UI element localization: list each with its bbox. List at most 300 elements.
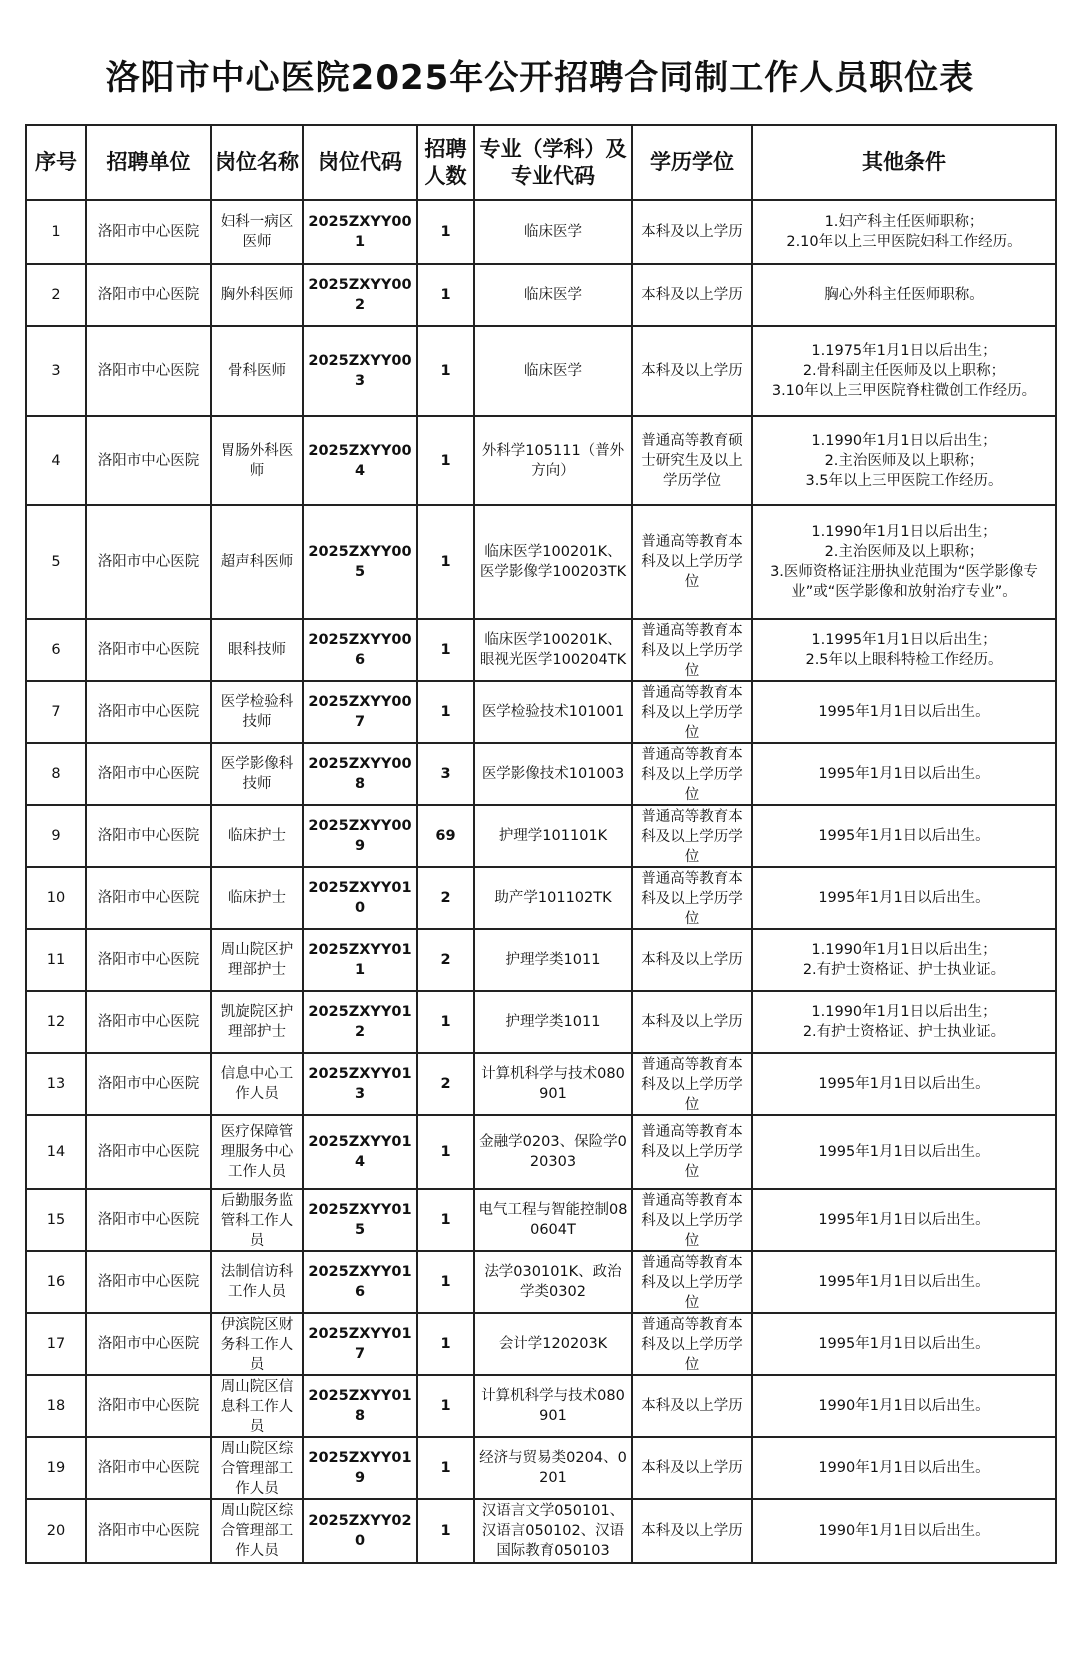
cell-major	[474, 1053, 632, 1115]
condition-line: 1990年1月1日以后出生。	[818, 1460, 990, 1476]
cell-code	[303, 1499, 417, 1563]
condition-line: 3.10年以上三甲医院脊柱微创工作经历。	[771, 383, 1037, 399]
cell-seq-text: 4	[51, 452, 61, 469]
cell-position	[211, 264, 303, 326]
cell-unit-text: 洛阳市中心医院	[97, 642, 200, 658]
condition-line: 1.1990年1月1日以后出生；	[811, 524, 997, 540]
cell-education-text: 普通高等教育本科及以上学历学位	[641, 747, 743, 803]
cell-code-text: 2025ZXYY016	[308, 1264, 412, 1300]
cell-position-text: 妇科一病区医师	[220, 214, 294, 250]
condition-line: 1995年1月1日以后出生。	[818, 766, 990, 782]
cell-unit-text: 洛阳市中心医院	[97, 1274, 200, 1290]
cell-major	[474, 805, 632, 867]
cell-major-text: 经济与贸易类0204、0201	[479, 1450, 627, 1486]
cell-position	[211, 805, 303, 867]
cell-code	[303, 805, 417, 867]
cell-count-text: 1	[440, 642, 451, 658]
cell-count	[417, 1251, 474, 1313]
cell-seq-text: 14	[46, 1144, 66, 1160]
cell-seq	[26, 1375, 86, 1437]
cell-seq-text: 6	[51, 642, 61, 658]
cell-seq-text: 7	[51, 704, 61, 720]
cell-major-text: 临床医学100201K、医学影像学100203TK	[479, 544, 627, 580]
cell-education-text: 普通高等教育本科及以上学历学位	[641, 1057, 743, 1113]
cell-seq	[26, 929, 86, 991]
condition-line: 1995年1月1日以后出生。	[818, 1144, 990, 1160]
page-title: 洛阳市中心医院2025年公开招聘合同制工作人员职位表	[105, 58, 975, 98]
cell-education	[632, 264, 752, 326]
cell-unit-text: 洛阳市中心医院	[97, 224, 200, 240]
header-unit: 招聘单位	[86, 125, 211, 200]
cell-code	[303, 867, 417, 929]
cell-seq	[26, 805, 86, 867]
condition-line: 2.5年以上眼科特检工作经历。	[805, 652, 1003, 668]
cell-count	[417, 505, 474, 619]
cell-seq-text: 18	[46, 1398, 66, 1414]
cell-position-text: 后勤服务监管科工作人员	[220, 1193, 294, 1249]
cell-count-text: 1	[440, 452, 451, 469]
cell-position-text: 胃肠外科医师	[220, 442, 294, 479]
cell-major-text: 电气工程与智能控制080604T	[478, 1202, 628, 1238]
cell-count-text: 1	[440, 287, 451, 303]
cell-count-text: 1	[440, 1212, 451, 1228]
cell-unit-text: 洛阳市中心医院	[97, 452, 200, 469]
cell-seq	[26, 264, 86, 326]
cell-other	[752, 743, 1056, 805]
cell-seq	[26, 1189, 86, 1251]
cell-seq	[26, 416, 86, 505]
cell-major-text: 计算机科学与技术080901	[481, 1066, 625, 1102]
condition-line: 1.1990年1月1日以后出生；	[811, 942, 997, 958]
condition-line: 1.1990年1月1日以后出生；	[811, 1004, 997, 1020]
table-row	[26, 743, 1056, 805]
cell-major-text: 临床医学	[524, 224, 582, 240]
cell-code	[303, 619, 417, 681]
cell-code	[303, 200, 417, 264]
cell-code-text: 2025ZXYY005	[308, 544, 412, 580]
cell-code-text: 2025ZXYY020	[308, 1513, 412, 1549]
cell-other	[752, 1115, 1056, 1189]
cell-unit	[86, 1375, 211, 1437]
cell-seq-text: 5	[51, 554, 61, 570]
cell-unit	[86, 1437, 211, 1499]
header-seq: 序号	[26, 125, 86, 200]
header-count: 招聘人数	[417, 125, 474, 200]
cell-unit-text: 洛阳市中心医院	[97, 1144, 200, 1160]
cell-other	[752, 1375, 1056, 1437]
cell-count-text: 2	[440, 890, 451, 906]
cell-seq	[26, 681, 86, 743]
cell-education	[632, 867, 752, 929]
table-row	[26, 326, 1056, 416]
cell-code-text: 2025ZXYY014	[308, 1134, 412, 1170]
cell-unit-text: 洛阳市中心医院	[97, 1212, 200, 1228]
condition-line: 1995年1月1日以后出生。	[818, 890, 990, 906]
cell-position-text: 临床护士	[228, 890, 286, 906]
cell-major	[474, 264, 632, 326]
cell-other	[752, 929, 1056, 991]
cell-position	[211, 1053, 303, 1115]
cell-major-text: 护理学101101K	[498, 828, 608, 844]
cell-major-text: 助产学101102TK	[494, 890, 612, 906]
cell-seq-text: 11	[46, 952, 66, 968]
cell-major	[474, 1499, 632, 1563]
cell-position	[211, 1115, 303, 1189]
cell-other	[752, 1251, 1056, 1313]
cell-unit	[86, 200, 211, 264]
cell-count	[417, 1053, 474, 1115]
cell-seq-text: 2	[51, 287, 61, 303]
cell-education	[632, 326, 752, 416]
cell-count-text: 2	[440, 1076, 451, 1092]
cell-major	[474, 416, 632, 505]
condition-line: 2.主治医师及以上职称；	[824, 544, 984, 560]
cell-unit-text: 洛阳市中心医院	[97, 704, 200, 720]
condition-line: 2.主治医师及以上职称；	[824, 452, 984, 469]
cell-unit-text: 洛阳市中心医院	[97, 363, 200, 379]
condition-line: 1995年1月1日以后出生。	[818, 828, 990, 844]
cell-major-text: 法学030101K、政治学类0302	[484, 1264, 622, 1300]
cell-unit-text: 洛阳市中心医院	[97, 554, 200, 570]
cell-position	[211, 991, 303, 1053]
cell-unit-text: 洛阳市中心医院	[97, 1398, 200, 1414]
cell-education-text: 本科及以上学历	[641, 1523, 743, 1539]
cell-major-text: 临床医学100201K、眼视光医学100204TK	[479, 632, 627, 668]
cell-seq-text: 17	[46, 1336, 66, 1352]
cell-code-text: 2025ZXYY010	[308, 880, 412, 916]
cell-unit	[86, 991, 211, 1053]
condition-line: 1.1995年1月1日以后出生；	[811, 632, 997, 648]
cell-position-text: 临床护士	[228, 828, 286, 844]
cell-unit	[86, 1313, 211, 1375]
cell-unit	[86, 416, 211, 505]
cell-other	[752, 326, 1056, 416]
condition-line: 2.骨科副主任医师及以上职称；	[802, 363, 1006, 379]
condition-line: 胸心外科主任医师职称。	[824, 287, 984, 303]
cell-unit-text: 洛阳市中心医院	[97, 1014, 200, 1030]
cell-unit-text: 洛阳市中心医院	[97, 1460, 200, 1476]
cell-code	[303, 326, 417, 416]
cell-seq-text: 13	[46, 1076, 66, 1092]
cell-seq	[26, 1115, 86, 1189]
cell-code	[303, 1437, 417, 1499]
cell-count	[417, 1375, 474, 1437]
cell-seq	[26, 1053, 86, 1115]
cell-count-text: 3	[440, 766, 451, 782]
cell-education	[632, 1115, 752, 1189]
cell-count-text: 1	[440, 1336, 451, 1352]
table-row	[26, 416, 1056, 505]
cell-unit	[86, 326, 211, 416]
cell-position-text: 骨科医师	[228, 363, 286, 379]
condition-line: 2.有护士资格证、护士执业证。	[802, 962, 1006, 978]
table-body	[26, 200, 1056, 1563]
cell-major-text: 汉语言文学050101、汉语言050102、汉语国际教育050103	[481, 1503, 625, 1559]
cell-position	[211, 1375, 303, 1437]
condition-line: 1995年1月1日以后出生。	[818, 1336, 990, 1352]
cell-count-text: 1	[440, 704, 451, 720]
cell-seq	[26, 326, 86, 416]
cell-position	[211, 326, 303, 416]
cell-code	[303, 416, 417, 505]
condition-line: 1995年1月1日以后出生。	[818, 1076, 990, 1092]
cell-count	[417, 1437, 474, 1499]
cell-other	[752, 1499, 1056, 1563]
cell-education	[632, 1437, 752, 1499]
cell-seq-text: 16	[46, 1274, 66, 1290]
table-row	[26, 1053, 1056, 1115]
cell-position-text: 伊滨院区财务科工作人员	[220, 1317, 294, 1373]
cell-position	[211, 1499, 303, 1563]
cell-unit	[86, 1115, 211, 1189]
cell-education	[632, 805, 752, 867]
cell-code-text: 2025ZXYY017	[308, 1326, 412, 1362]
cell-position-text: 周山院区信息科工作人员	[220, 1379, 294, 1435]
cell-unit-text: 洛阳市中心医院	[97, 1076, 200, 1092]
cell-major-text: 外科学105111（普外方向）	[481, 442, 625, 479]
cell-education	[632, 416, 752, 505]
cell-count-text: 1	[440, 554, 451, 570]
cell-position-text: 眼科技师	[228, 642, 286, 658]
cell-count-text: 1	[440, 224, 451, 240]
cell-education	[632, 1053, 752, 1115]
cell-other	[752, 505, 1056, 619]
cell-major	[474, 1251, 632, 1313]
table-row	[26, 1437, 1056, 1499]
cell-position	[211, 1189, 303, 1251]
cell-count-text: 69	[435, 828, 456, 844]
cell-seq	[26, 1437, 86, 1499]
cell-seq	[26, 505, 86, 619]
cell-education-text: 本科及以上学历	[641, 1398, 743, 1414]
cell-education	[632, 200, 752, 264]
header-code: 岗位代码	[303, 125, 417, 200]
cell-unit	[86, 681, 211, 743]
cell-major	[474, 1115, 632, 1189]
cell-education	[632, 1375, 752, 1437]
header-education: 学历学位	[632, 125, 752, 200]
cell-education	[632, 505, 752, 619]
cell-major-text: 临床医学	[524, 287, 582, 303]
cell-seq-text: 12	[46, 1014, 66, 1030]
cell-count	[417, 805, 474, 867]
cell-count-text: 1	[440, 1144, 451, 1160]
cell-major	[474, 505, 632, 619]
cell-education-text: 普通高等教育硕士研究生及以上学历学位	[641, 432, 743, 489]
cell-other	[752, 805, 1056, 867]
cell-count	[417, 929, 474, 991]
cell-code-text: 2025ZXYY006	[308, 632, 412, 668]
cell-education-text: 本科及以上学历	[641, 363, 743, 379]
cell-count	[417, 867, 474, 929]
cell-code-text: 2025ZXYY008	[308, 756, 412, 792]
table-row	[26, 505, 1056, 619]
cell-major	[474, 681, 632, 743]
table-row	[26, 1375, 1056, 1437]
cell-major	[474, 1437, 632, 1499]
cell-unit	[86, 929, 211, 991]
cell-position-text: 信息中心工作人员	[220, 1066, 294, 1102]
cell-code-text: 2025ZXYY009	[308, 818, 412, 854]
cell-position-text: 超声科医师	[220, 554, 294, 570]
table-row	[26, 1251, 1056, 1313]
cell-code-text: 2025ZXYY011	[308, 942, 412, 978]
table-row	[26, 200, 1056, 264]
cell-code-text: 2025ZXYY015	[308, 1202, 412, 1238]
cell-major-text: 医学影像技术101003	[481, 766, 625, 782]
condition-line: 1995年1月1日以后出生。	[818, 1274, 990, 1290]
cell-education-text: 普通高等教育本科及以上学历学位	[641, 1255, 743, 1311]
cell-seq	[26, 1313, 86, 1375]
cell-seq-text: 9	[51, 828, 61, 844]
cell-count	[417, 416, 474, 505]
cell-unit-text: 洛阳市中心医院	[97, 952, 200, 968]
cell-unit-text: 洛阳市中心医院	[97, 766, 200, 782]
cell-code-text: 2025ZXYY007	[308, 694, 412, 730]
cell-code	[303, 1251, 417, 1313]
cell-count-text: 1	[440, 1014, 451, 1030]
cell-other	[752, 1437, 1056, 1499]
cell-education-text: 本科及以上学历	[641, 1014, 743, 1030]
cell-count	[417, 264, 474, 326]
cell-position	[211, 867, 303, 929]
cell-seq	[26, 1251, 86, 1313]
cell-count	[417, 991, 474, 1053]
cell-seq-text: 15	[46, 1212, 66, 1228]
cell-position-text: 法制信访科工作人员	[220, 1264, 294, 1300]
cell-unit-text: 洛阳市中心医院	[97, 828, 200, 844]
cell-seq-text: 1	[51, 224, 61, 240]
cell-count-text: 1	[440, 1460, 451, 1476]
cell-count-text: 1	[440, 1523, 451, 1539]
cell-unit-text: 洛阳市中心医院	[97, 890, 200, 906]
cell-count	[417, 1189, 474, 1251]
cell-count	[417, 1313, 474, 1375]
cell-education	[632, 1251, 752, 1313]
condition-line: 1.1990年1月1日以后出生；	[811, 432, 997, 449]
cell-education-text: 普通高等教育本科及以上学历学位	[641, 871, 743, 927]
cell-code	[303, 681, 417, 743]
cell-unit-text: 洛阳市中心医院	[97, 287, 200, 303]
job-table	[25, 124, 1057, 1564]
cell-major-text: 医学检验技术101001	[481, 704, 625, 720]
cell-seq-text: 10	[46, 890, 66, 906]
cell-other	[752, 416, 1056, 505]
cell-code-text: 2025ZXYY004	[308, 442, 412, 479]
cell-major-text: 会计学120203K	[498, 1336, 608, 1352]
cell-education-text: 本科及以上学历	[641, 287, 743, 303]
cell-unit	[86, 1053, 211, 1115]
cell-education-text: 本科及以上学历	[641, 1460, 743, 1476]
cell-seq	[26, 200, 86, 264]
cell-education	[632, 1189, 752, 1251]
cell-count	[417, 681, 474, 743]
cell-unit	[86, 1251, 211, 1313]
condition-line: 1.1975年1月1日以后出生；	[811, 343, 997, 359]
cell-other	[752, 200, 1056, 264]
cell-education-text: 普通高等教育本科及以上学历学位	[641, 809, 743, 865]
cell-education-text: 本科及以上学历	[641, 952, 743, 968]
cell-code	[303, 1053, 417, 1115]
table-row	[26, 805, 1056, 867]
cell-education-text: 普通高等教育本科及以上学历学位	[641, 534, 743, 590]
header-position: 岗位名称	[211, 125, 303, 200]
condition-line: 3.5年以上三甲医院工作经历。	[805, 472, 1003, 489]
condition-line: 2.10年以上三甲医院妇科工作经历。	[786, 234, 1022, 250]
cell-major	[474, 1189, 632, 1251]
table-row	[26, 991, 1056, 1053]
cell-count-text: 1	[440, 363, 451, 379]
cell-code-text: 2025ZXYY002	[308, 277, 412, 313]
cell-count	[417, 1115, 474, 1189]
cell-code	[303, 929, 417, 991]
cell-seq-text: 8	[51, 766, 61, 782]
cell-position	[211, 505, 303, 619]
cell-position-text: 周山院区综合管理部工作人员	[220, 1441, 294, 1497]
cell-code	[303, 264, 417, 326]
cell-position	[211, 416, 303, 505]
cell-education	[632, 743, 752, 805]
cell-major	[474, 326, 632, 416]
condition-line: 1995年1月1日以后出生。	[818, 1212, 990, 1228]
cell-seq-text: 19	[46, 1460, 66, 1476]
table-row	[26, 264, 1056, 326]
cell-code	[303, 505, 417, 619]
condition-line: 3.医师资格证注册执业范围为“医学影像专业”或“医学影像和放射治疗专业”。	[770, 564, 1038, 600]
table-row	[26, 1189, 1056, 1251]
cell-other	[752, 619, 1056, 681]
cell-other	[752, 264, 1056, 326]
cell-code-text: 2025ZXYY001	[308, 214, 412, 250]
cell-code-text: 2025ZXYY018	[308, 1388, 412, 1424]
cell-code	[303, 1115, 417, 1189]
cell-code	[303, 743, 417, 805]
cell-education	[632, 991, 752, 1053]
cell-unit	[86, 1499, 211, 1563]
cell-other	[752, 867, 1056, 929]
cell-position	[211, 1251, 303, 1313]
cell-position	[211, 1313, 303, 1375]
cell-code	[303, 1189, 417, 1251]
cell-unit	[86, 505, 211, 619]
table-row	[26, 1115, 1056, 1189]
cell-major	[474, 929, 632, 991]
cell-major	[474, 991, 632, 1053]
cell-major-text: 临床医学	[524, 363, 582, 379]
cell-unit	[86, 1189, 211, 1251]
cell-education-text: 普通高等教育本科及以上学历学位	[641, 685, 743, 741]
cell-education-text: 普通高等教育本科及以上学历学位	[641, 623, 743, 679]
cell-seq-text: 3	[51, 363, 61, 379]
cell-other	[752, 991, 1056, 1053]
cell-seq-text: 20	[46, 1523, 66, 1539]
cell-education-text: 普通高等教育本科及以上学历学位	[641, 1193, 743, 1249]
cell-count	[417, 200, 474, 264]
cell-major	[474, 1375, 632, 1437]
cell-unit	[86, 743, 211, 805]
table-row	[26, 929, 1056, 991]
cell-position	[211, 200, 303, 264]
cell-education-text: 本科及以上学历	[641, 224, 743, 240]
cell-position-text: 医学影像科技师	[220, 756, 294, 792]
header-row	[26, 125, 1056, 200]
cell-education	[632, 619, 752, 681]
cell-unit	[86, 619, 211, 681]
cell-seq	[26, 743, 86, 805]
cell-position	[211, 681, 303, 743]
cell-count	[417, 619, 474, 681]
condition-line: 1.妇产科主任医师职称；	[824, 214, 984, 230]
